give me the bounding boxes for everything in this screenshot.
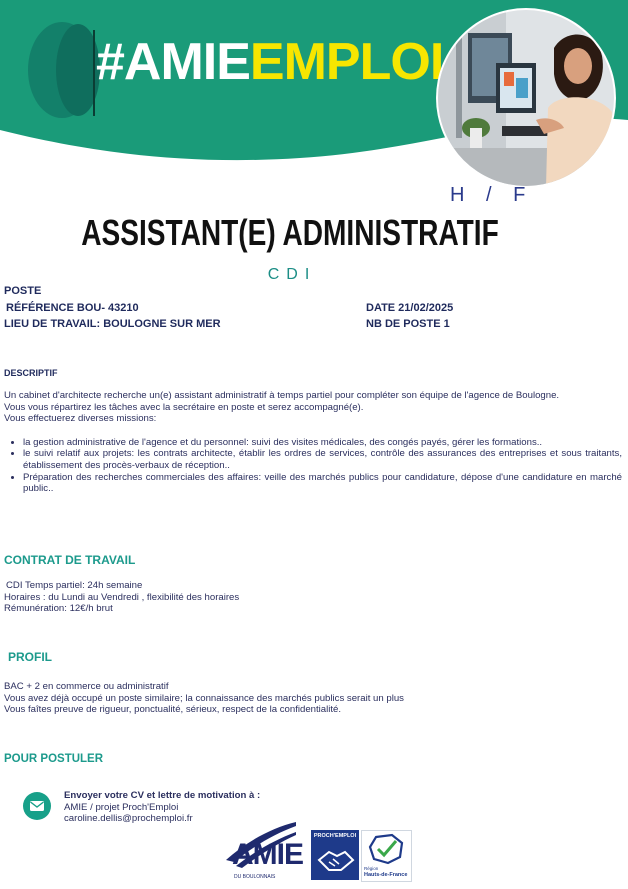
handshake-icon	[311, 840, 359, 880]
hashtag-suffix: EMPLOI	[249, 33, 444, 91]
descriptif-line: Vous vous répartirez les tâches avec la secrétaire en poste et serez accompagné(e).	[4, 401, 364, 413]
contrat-heading: CONTRAT DE TRAVAIL	[4, 553, 136, 567]
profil-text	[4, 681, 404, 716]
job-title: ASSISTANT(E) ADMINISTRATIF	[81, 212, 499, 253]
descriptif-line: Vous effectuerez diverses missions:	[4, 413, 157, 425]
poste-heading: POSTE	[4, 285, 42, 297]
poste-location: LIEU DE TRAVAIL: BOULOGNE SUR MER	[4, 318, 221, 330]
france-map-icon	[362, 833, 411, 865]
amie-logo-text: AMIE	[232, 838, 303, 871]
poste-count: NB DE POSTE 1	[366, 318, 450, 330]
mission-item: • le suivi relatif aux projets: les contrats architecte, établir les ordres de services, contrôle des assurances des entreprises et sous traitants, établissement des procès-verbaux de réception..	[23, 448, 622, 471]
contrat-line: Rémunération: 12€/h brut	[4, 603, 113, 615]
postuler-contact: AMIE / projet Proch'Emploi	[64, 801, 179, 813]
region-label-b: Hauts-de-France	[364, 872, 408, 878]
gender-label: H / F	[450, 184, 534, 206]
header-decoration-left	[28, 22, 100, 118]
postuler-email[interactable]: caroline.dellis@prochemploi.fr	[64, 813, 193, 825]
postuler-text	[64, 790, 260, 825]
profil-line: Vous faîtes preuve de rigueur, ponctualité, sérieux, respect de la confidentialité.	[4, 704, 342, 716]
hashtag-title	[96, 32, 443, 92]
proch-emploi-text: PROCH'EMPLOI	[313, 833, 357, 839]
descriptif-heading: DESCRIPTIF	[4, 368, 58, 378]
email-icon	[23, 792, 51, 820]
region-label-a: Région	[364, 866, 379, 871]
contrat-text	[4, 580, 239, 615]
poste-date: DATE 21/02/2025	[366, 302, 454, 314]
contract-type: CDI	[267, 266, 317, 283]
amie-logo-sub: DU BOULONNAIS	[234, 874, 276, 880]
poste-reference: RÉFÉRENCE BOU- 43210	[6, 302, 139, 314]
mission-item: • la gestion administrative de l'agence et du personnel: suivi des visites médicales, des congés payés, gérer les formations..	[23, 437, 622, 449]
hashtag-prefix: #AMIE	[96, 33, 250, 91]
mission-item: • Préparation des recherches commerciales des affaires: veille des marchés publics pour candidature, dépose d'une candidature en marché public..	[23, 472, 622, 495]
profil-heading: PROFIL	[8, 650, 52, 664]
descriptif-line: Un cabinet d'architecte recherche un(e) assistant administratif à temps partiel pour compléter son équipe de l'agence de Boulogne.	[4, 390, 560, 401]
missions-list	[4, 437, 622, 495]
profil-line: Vous avez déjà occupé un poste similaire; la connaissance des marchés publics serait un plus	[4, 692, 404, 704]
contrat-line: CDI Temps partiel: 24h semaine	[6, 580, 143, 591]
contrat-line: Horaires : du Lundi au Vendredi , flexibilité des horaires	[4, 591, 240, 603]
region-logo	[361, 830, 412, 882]
descriptif-text	[4, 390, 622, 495]
postuler-send-label: Envoyer votre CV et lettre de motivation à :	[64, 790, 261, 801]
proch-emploi-logo	[311, 830, 359, 880]
profil-line: BAC + 2 en commerce ou administratif	[4, 681, 169, 692]
header-photo	[436, 8, 616, 188]
postuler-heading: POUR POSTULER	[4, 753, 104, 765]
amie-logo	[226, 822, 303, 882]
